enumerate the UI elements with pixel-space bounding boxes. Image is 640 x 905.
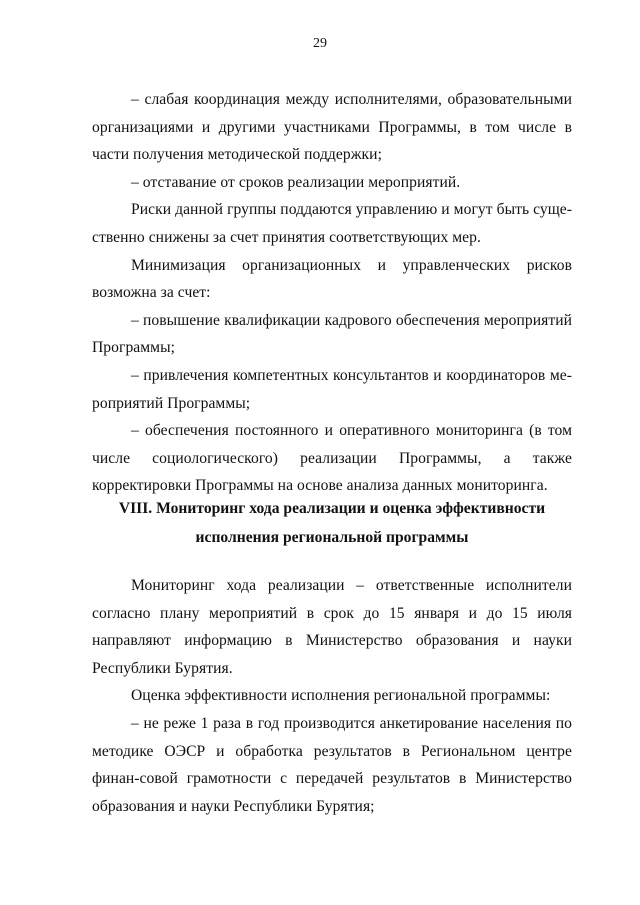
section-heading [92, 494, 572, 552]
section-heading-line-2: исполнения региональной программы [195, 529, 469, 546]
section-heading-line-1: VIII. Мониторинг хода реализации и оценка эффективности [118, 500, 546, 517]
paragraph-weak-coordination: – слабая координация между исполнителями, образовательными организациями и другими участниками Программы, в том числе в части получения методической поддержки; [92, 91, 572, 164]
paragraph-schedule-lag: – отставание от сроков реализации мероприятий. [131, 173, 461, 191]
paragraph-survey: – не реже 1 раза в год производится анкетирование населения по методике ОЭСР и обработка результатов в Региональном центре финан-совой грамотности с передачей результатов в Министерство образования и науки Республики Бурятия; [92, 714, 572, 815]
paragraph-consultants: – привлечения компетентных консультантов и координаторов ме-роприятий Программы; [92, 366, 572, 412]
paragraph-monitoring-progress: Мониторинг хода реализации – ответственные исполнители согласно плану мероприятий в срок до 15 января и до 15 июля направляют информацию в Министерство образования и науки Республики Бурятия. [92, 577, 572, 677]
paragraph-monitoring: – обеспечения постоянного и оперативного мониторинга (в том числе социологического) реализации Программы, а также корректировки Программы на основе анализа данных мониторинга. [92, 422, 572, 495]
bottom-text-block [92, 572, 572, 820]
paragraph-efficiency-evaluation: Оценка эффективности исполнения региональной программы: [131, 687, 551, 705]
paragraph-risk-management: Риски данной группы поддаются управлению и могут быть суще-ственно снижены за счет принятия соответствующих мер. [92, 201, 572, 246]
top-text-block [92, 86, 572, 500]
paragraph-risk-minimization: Минимизация организационных и управленческих рисков возможна за счет: [92, 256, 572, 302]
page-number: 29 [313, 36, 327, 51]
paragraph-staff-qualification: – повышение квалификации кадрового обеспечения мероприятий Программы; [92, 311, 572, 357]
